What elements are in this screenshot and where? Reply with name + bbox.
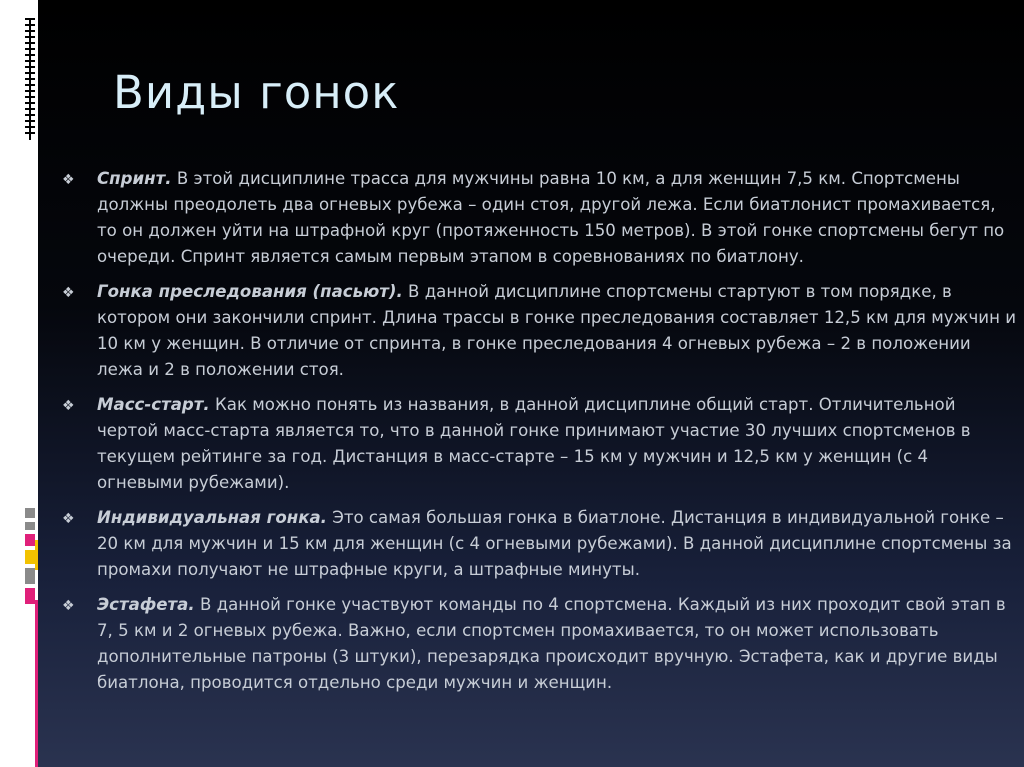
item-term: Масс-старт. [97, 395, 210, 414]
list-item [62, 505, 1018, 583]
item-text: Как можно понять из названия, в данной дисциплине общий старт. Отличительной чертой масс-старта является то, что в данной гонке принимают участие 30 лучших спортсменов в текущем рейтинге за год. Дистанция в масс-старте – 15 км у мужчин и 12,5 км у женщин (с 4 огневыми рубежами). [97, 395, 971, 492]
diamond-bullet-icon: ❖ [62, 598, 75, 614]
diamond-bullet-icon: ❖ [62, 285, 75, 301]
diamond-bullet-icon: ❖ [62, 398, 75, 414]
list-item [62, 166, 1018, 270]
top-decorative-grid [25, 18, 35, 140]
diamond-bullet-icon: ❖ [62, 172, 75, 188]
magenta-accent-line [35, 600, 38, 767]
item-term: Спринт. [97, 169, 172, 188]
item-text: Это самая большая гонка в биатлоне. Дистанция в индивидуальной гонке – 20 км для мужчин и 15 км для женщин (с 4 огневыми рубежами). В данной дисциплине спортсмены за промахи получают не штрафные круги, а штрафные минуты. [97, 508, 1012, 579]
item-text: В данной гонке участвуют команды по 4 спортсмена. Каждый из них проходит свой этап в 7, 5 км и 2 огневых рубежа. Важно, если спортсмен промахивается, то он может использовать дополнительные патроны (3 штуки), перезарядка происходит вручную. Эстафета, как и другие виды биатлона, проводится отдельно среди мужчин и женщин. [97, 595, 1006, 692]
color-stripes-icon [25, 508, 35, 604]
list-item [62, 279, 1018, 383]
item-term: Эстафета. [97, 595, 195, 614]
slide-title: Виды гонок [113, 66, 400, 119]
list-item [62, 592, 1018, 696]
list-item [62, 392, 1018, 496]
item-text: В этой дисциплине трасса для мужчины равна 10 км, а для женщин 7,5 км. Спортсмены должны преодолеть два огневых рубежа – один стоя, другой лежа. Если биатлонист промахивается, то он должен уйти на штрафной круг (протяженность 150 метров). В этой гонке спортсмены бегут по очереди. Спринт является самым первым этапом в соревнованиях по биатлону. [97, 169, 1005, 266]
diamond-bullet-icon: ❖ [62, 511, 75, 527]
yellow-accent-line [35, 540, 38, 570]
item-term: Индивидуальная гонка. [97, 508, 327, 527]
grid-pattern-icon [25, 18, 35, 140]
bullet-list [62, 166, 1018, 705]
item-text: В данной дисциплине спортсмены стартуют в том порядке, в котором они закончили спринт. Длина трассы в гонке преследования составляет 12,5 км для мужчин и 10 км у женщин. В отличие от спринта, в гонке преследования 4 огневых рубежа – 2 в положении лежа и 2 в положении стоя. [97, 282, 1016, 379]
item-term: Гонка преследования (пасьют). [97, 282, 403, 301]
